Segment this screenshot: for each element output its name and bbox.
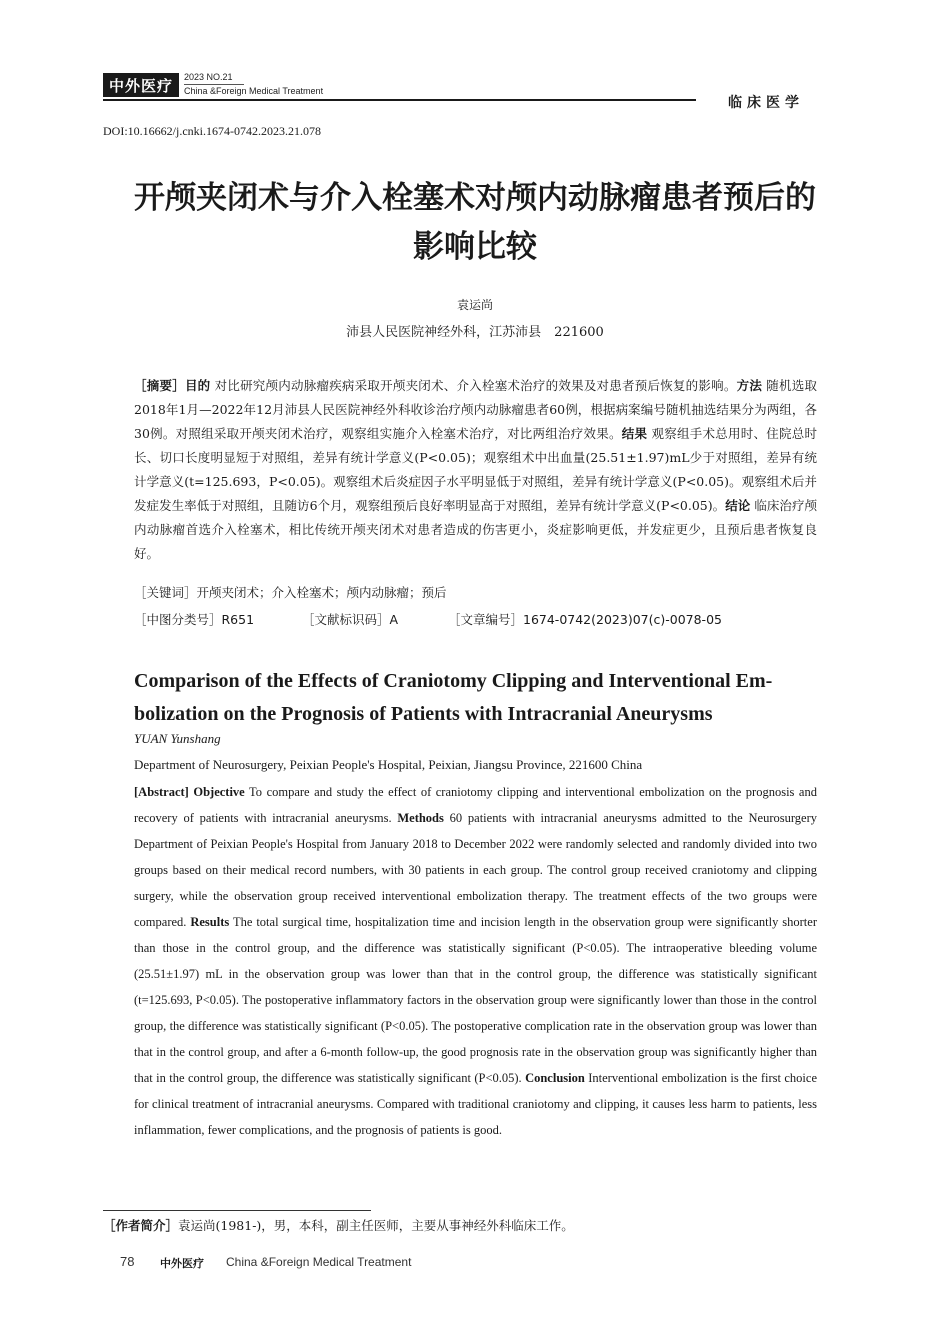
article-title-cn <box>80 174 870 272</box>
results-cn: 观察组手术总用时、住院总时长、切口长度明显短于对照组，差异有统计学意义(P<0.05)；观察组术中出血量(25.51±1.97)mL少于对照组，差异有统计学意义(t=125.693，P<0.05)。观察组术后炎症因子水平明显低于对照组，差异有统计学意义(P<0.05)。观察组术后并发症发生率低于对照组，且随访6个月，观察组预后良好率明显高于对照组，差异有统计学意义(P<0.05)。 <box>134 426 817 513</box>
author-en: YUAN Yunshang <box>134 731 221 746</box>
objective-cn: 对比研究颅内动脉瘤疾病采取开颅夹闭术、介入栓塞术治疗的效果及对患者预后恢复的影响。 <box>210 378 737 393</box>
author-bio <box>103 1216 574 1234</box>
affiliation-cn: 沛县人民医院神经外科，江苏沛县 221600 <box>346 325 604 340</box>
methods-cn: 随机选取2018年1月—2022年12月沛县人民医院神经外科收诊治疗颅内动脉瘤患者60例，根据病案编号随机抽选结果分为两组，各30例。对照组采取开颅夹闭术治疗，观察组实施介入栓塞术治疗，对比两组治疗效果。 <box>134 378 817 441</box>
journal-logo: 中外医疗 <box>103 73 179 97</box>
header-rule <box>103 99 696 101</box>
keywords-text: 开颅夹闭术；介入栓塞术；颅内动脉瘤；预后 <box>196 585 447 600</box>
affiliation-en: Department of Neurosurgery, Peixian People's Hospital, Peixian, Jiangsu Province, 221600 China <box>134 757 643 772</box>
methods-en-label: Methods <box>397 811 444 825</box>
clc-number: ［中图分类号］R651 <box>134 612 255 627</box>
results-en-label: Results <box>190 915 230 929</box>
keywords-label: ［关键词］ <box>134 585 197 600</box>
article-title-en <box>134 665 817 731</box>
classification-line <box>134 610 722 628</box>
abstract-en <box>134 779 817 1143</box>
keywords-cn <box>134 583 447 601</box>
author-cn: 袁运尚 <box>456 298 493 312</box>
doi: DOI:10.16662/j.cnki.1674-0742.2023.21.078 <box>103 124 321 138</box>
conclusion-en-label: Conclusion <box>525 1071 585 1085</box>
journal-name-en: China &Foreign Medical Treatment <box>184 86 324 96</box>
abstract-cn-label: ［摘要］ <box>134 378 185 393</box>
footer-journal-en: China &Foreign Medical Treatment <box>226 1255 412 1269</box>
footnote-rule <box>103 1210 371 1211</box>
abstract-en-label: [Abstract] Objective <box>134 785 245 799</box>
section-label: 临床医学 <box>728 95 804 111</box>
results-cn-label: 结果 <box>621 426 648 441</box>
objective-cn-label: 目的 <box>184 378 211 393</box>
page-number: 78 <box>120 1254 135 1269</box>
conclusion-en: Interventional embolization is the first choice for clinical treatment of intracranial aneurysms. Compared with traditional craniotomy and clipping, it causes less harm to patients, less inflammation, fewer complications, and the prognosis of patients is good. <box>134 1071 817 1137</box>
author-bio-label: ［作者简介］ <box>103 1218 179 1233</box>
results-en: The total surgical time, hospitalization time and incision length in the observation group were significantly shorter than those in the control group, and the difference was statistically significant (P<0.05). The intraoperative bleeding volume (25.51±1.97) mL in the observation group was lower than that in the control group, the difference was statistically significant (t=125.693, P<0.05). The postoperative inflammatory factors in the observation group were significantly lower than those in the control group, the difference was statistically significant (P<0.05). The postoperative complication rate in the observation group was lower than that in the control group, and after a 6-month follow-up, the good prognosis rate in the observation group was significantly higher than that in the control group, the difference was statistically significant (P<0.05). <box>134 915 817 1085</box>
author-bio-text: 袁运尚(1981-)，男，本科，副主任医师，主要从事神经外科临床工作。 <box>178 1218 574 1233</box>
document-code: ［文献标识码］A <box>302 612 399 627</box>
footer-journal-cn: 中外医疗 <box>160 1257 204 1270</box>
issue-divider <box>184 84 244 85</box>
article-number: ［文章编号］1674-0742(2023)07(c)-0078-05 <box>448 612 722 627</box>
title-en-line-1: Comparison of the Effects of Craniotomy Clipping and Interventional Em- <box>134 670 773 692</box>
objective-en: To compare and study the effect of craniotomy clipping and interventional embolization on the prognosis and recovery of patients with intracranial aneurysms. <box>134 785 817 825</box>
title-cn-line-2: 影响比较 <box>413 229 537 265</box>
issue-number: 2023 NO.21 <box>184 72 233 82</box>
abstract-cn <box>134 374 817 566</box>
methods-cn-label: 方法 <box>736 378 763 393</box>
methods-en: 60 patients with intracranial aneurysms admitted to the Neurosurgery Department of Peixian People's Hospital from January 2018 to December 2022 were randomly selected and randomly divided into two groups based on their medical record numbers, with 30 patients in each group. The control group received craniotomy and clipping surgery, while the observation group received interventional embolization therapy. The treatment effects of the two groups were compared. <box>134 811 817 929</box>
title-cn-line-1: 开颅夹闭术与介入栓塞术对颅内动脉瘤患者预后的 <box>134 180 816 216</box>
conclusion-cn: 临床治疗颅内动脉瘤首选介入栓塞术，相比传统开颅夹闭术对患者造成的伤害更小，炎症影响更低，并发症更少，且预后患者恢复良好。 <box>134 498 817 561</box>
conclusion-cn-label: 结论 <box>725 498 751 513</box>
title-en-line-2: bolization on the Prognosis of Patients with Intracranial Aneurysms <box>134 703 713 725</box>
